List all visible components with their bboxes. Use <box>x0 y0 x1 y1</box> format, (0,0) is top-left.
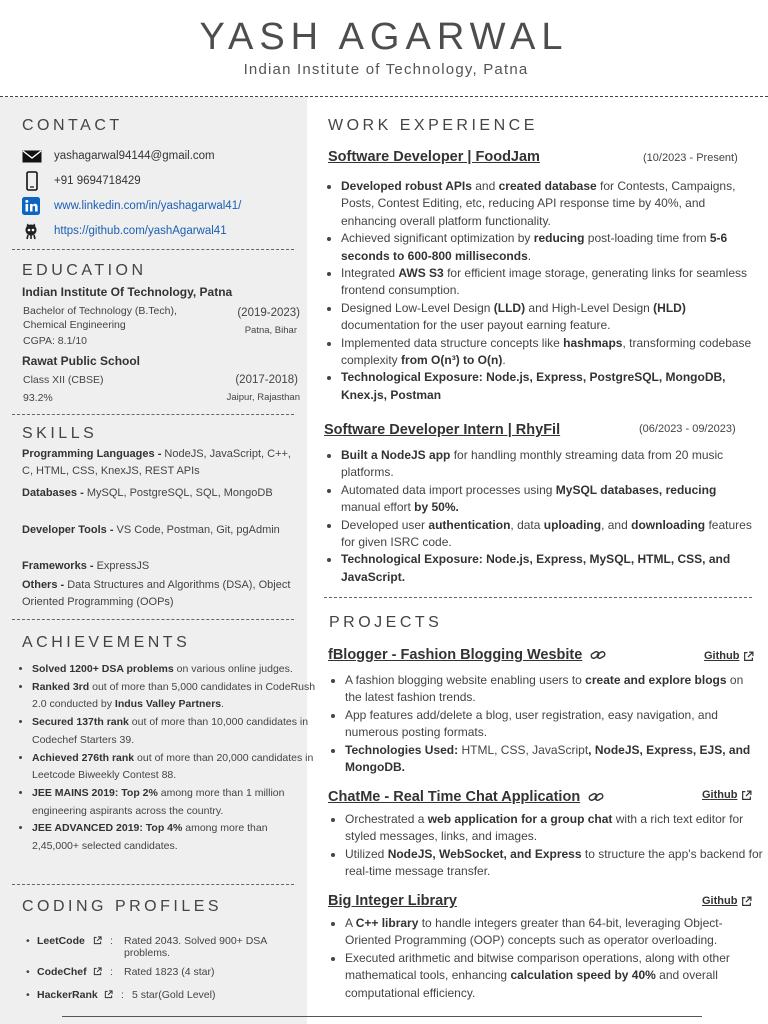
github-link-chatme[interactable]: Github <box>702 789 752 801</box>
profile-name: CodeChef <box>37 966 87 978</box>
achievements-divider <box>12 884 294 885</box>
bullet-item: • Solved 1200+ DSA problems on various online judges. <box>32 661 317 679</box>
resume-name: YASH AGARWAL <box>199 16 569 58</box>
bullet-item: • JEE MAINS 2019: Top 2% among more than 1 million engineering aspirants across the country. <box>32 785 317 820</box>
external-link-icon <box>104 990 113 999</box>
project-bullets-fblogger <box>332 672 763 776</box>
work-divider <box>324 597 752 598</box>
bullet-item: • Secured 137th rank out of more than 10,000 candidates in Codechef Starters 39. <box>32 714 317 749</box>
contact-linkedin[interactable] <box>22 196 241 216</box>
job-title-rhyfil: Software Developer Intern | RhyFil <box>324 422 561 438</box>
profile-codechef[interactable]: • CodeChef : Rated 1823 (4 star) <box>26 966 301 980</box>
education-years-iit: (2019-2023) <box>237 307 300 319</box>
external-link-icon <box>741 790 752 801</box>
projects-heading: PROJECTS <box>329 614 443 631</box>
contact-divider <box>12 249 294 250</box>
skill-frameworks: Frameworks - ExpressJS <box>22 560 150 572</box>
github-icon <box>22 222 44 240</box>
contact-phone[interactable] <box>22 171 141 191</box>
bullet-item: • Built a NodeJS app for handling monthly streaming data from 20 music platforms. <box>341 447 757 482</box>
profile-name: LeetCode <box>37 935 85 947</box>
skills-divider <box>12 619 294 620</box>
profile-hackerrank[interactable]: • HackerRank : 5 star(Gold Level) <box>26 989 301 1003</box>
contact-heading: CONTACT <box>22 117 123 134</box>
bullet-item: • JEE ADVANCED 2019: Top 4% among more than 2,45,000+ selected candidates. <box>32 820 317 855</box>
link-icon <box>588 791 604 803</box>
phone-text: +91 9694718429 <box>54 175 141 187</box>
achievements-list <box>18 661 317 856</box>
external-link-icon <box>741 896 752 907</box>
bullet-item: • Utilized NodeJS, WebSocket, and Express to structure the app's backend for real-time message transfer. <box>345 846 763 881</box>
job-dates-rhyfil: (06/2023 - 09/2023) <box>639 423 736 435</box>
bullet-item: • Developed user authentication, data uploading, and downloading features for given ISRC code. <box>341 517 757 552</box>
job-title-foodjam: Software Developer | FoodJam <box>328 149 540 165</box>
education-heading: EDUCATION <box>22 262 147 279</box>
github-link-fblogger[interactable]: Github <box>704 650 754 662</box>
bullet-item: • A fashion blogging website enabling users to create and explore blogs on the latest fashion trends. <box>345 672 763 707</box>
education-percentage: 93.2% <box>23 392 53 404</box>
external-link-icon <box>93 936 102 945</box>
skill-databases: Databases - MySQL, PostgreSQL, SQL, MongoDB <box>22 487 273 499</box>
work-experience-heading: WORK EXPERIENCE <box>328 117 538 134</box>
linkedin-link: www.linkedin.com/in/yashagarwal41/ <box>54 200 242 212</box>
education-school-rawat: Rawat Public School <box>22 354 141 368</box>
profile-name: HackerRank <box>37 989 98 1001</box>
education-degree-line1: Bachelor of Technology (B.Tech), <box>23 305 177 317</box>
job-dates-foodjam: (10/2023 - Present) <box>643 152 738 164</box>
profile-value: 5 star(Gold Level) <box>132 989 216 1001</box>
education-location-rawat: Jaipur, Rajasthan <box>226 392 300 403</box>
job-bullets-rhyfil <box>328 447 757 586</box>
coding-profiles-heading: CODING PROFILES <box>22 898 223 915</box>
bullet-item: • Implemented data structure concepts like hashmaps, transforming codebase complexity from O(n³) to O(n). <box>341 335 757 370</box>
education-school-iit: Indian Institute Of Technology, Patna <box>22 285 233 299</box>
profile-value: Rated 1823 (4 star) <box>124 966 215 978</box>
achievements-heading: ACHIEVEMENTS <box>22 634 191 651</box>
github-link: https://github.com/yashAgarwal41 <box>54 225 227 237</box>
github-link-biginteger[interactable]: Github <box>702 895 752 907</box>
profile-value: Rated 2043. Solved 900+ DSA problems. <box>124 935 267 959</box>
bullet-item: • Automated data import processes using MySQL databases, reducing manual effort by 50%. <box>341 482 757 517</box>
contact-email[interactable] <box>22 146 215 166</box>
bullet-item: • Orchestrated a web application for a group chat with a rich text editor for styled messages, links, and images. <box>345 811 763 846</box>
bullet-item: • Integrated AWS S3 for efficient image storage, generating links for seamless frontend consumption. <box>341 265 757 300</box>
external-link-icon <box>743 651 754 662</box>
external-link-icon <box>93 967 102 976</box>
bullet-item: • Technological Exposure: Node.js, Express, PostgreSQL, MongoDB, Knex.js, Postman <box>341 369 757 404</box>
job-bullets-foodjam <box>328 178 757 404</box>
bullet-item: • Ranked 3rd out of more than 5,000 candidates in CodeRush 2.0 conducted by Indus Valley Partners. <box>32 679 317 714</box>
project-bullets-chatme <box>332 811 763 881</box>
footer-line <box>62 1016 702 1017</box>
skill-programming-languages: Programming Languages - NodeJS, JavaScript, C++, C, HTML, CSS, KnexJS, REST APIs <box>22 448 291 477</box>
project-title-row-chatme <box>328 789 604 805</box>
bullet-item: • Achieved significant optimization by reducing post-loading time from 5-6 seconds to 600-800 milliseconds. <box>341 230 757 265</box>
project-title-chatme: ChatMe - Real Time Chat Application <box>328 789 581 805</box>
contact-github[interactable] <box>22 221 227 241</box>
link-icon <box>590 649 606 661</box>
bullet-item: • Technological Exposure: Node.js, Express, MySQL, HTML, CSS, and JavaScript. <box>341 551 757 586</box>
project-title-fblogger: fBlogger - Fashion Blogging Wesbite <box>328 647 583 663</box>
project-title-biginteger: Big Integer Library <box>328 893 457 909</box>
bullet-item: • A C++ library to handle integers greater than 64-bit, leveraging Object-Oriented Programming (OOP) concepts such as operator overloading. <box>345 915 763 950</box>
education-degree-line2: Chemical Engineering <box>23 319 126 331</box>
project-title-row-biginteger <box>328 893 457 909</box>
bullet-item: • Technologies Used: HTML, CSS, JavaScript, NodeJS, Express, EJS, and MongoDB. <box>345 742 763 777</box>
profile-leetcode[interactable]: • LeetCode : Rated 2043. Solved 900+ DSA problems. <box>26 935 301 961</box>
education-years-rawat: (2017-2018) <box>235 374 298 386</box>
education-class: Class XII (CBSE) <box>23 374 104 386</box>
bullet-item: • App features add/delete a blog, user registration, easy navigation, and numerous posting formats. <box>345 707 763 742</box>
skill-developer-tools: Developer Tools - VS Code, Postman, Git, pgAdmin <box>22 524 280 536</box>
institute-subtitle: Indian Institute of Technology, Patna <box>243 61 529 78</box>
education-cgpa: CGPA: 8.1/10 <box>23 335 88 347</box>
project-title-row-fblogger <box>328 647 606 663</box>
education-location-iit: Patna, Bihar <box>244 325 297 336</box>
education-divider <box>12 414 294 415</box>
project-bullets-biginteger <box>332 915 763 1002</box>
phone-icon <box>22 172 44 190</box>
mail-icon <box>22 147 44 165</box>
skill-others: Others - Data Structures and Algorithms (DSA), Object Oriented Programming (OOPs) <box>22 579 291 608</box>
email-text: yashagarwal94144@gmail.com <box>54 150 215 162</box>
bullet-item: • Executed arithmetic and bitwise comparison operations, along with other mathematical tools, enhancing calculation speed by 40% and overall computational efficiency. <box>345 950 763 1002</box>
skills-heading: SKILLS <box>22 425 98 442</box>
bullet-item: • Designed Low-Level Design (LLD) and High-Level Design (HLD) documentation for the user payout earning feature. <box>341 300 757 335</box>
bullet-item: • Achieved 276th rank out of more than 20,000 candidates in Leetcode Biweekly Contest 88. <box>32 750 317 785</box>
bullet-item: • Developed robust APIs and created database for Contests, Campaigns, Posts, Contest Editing, etc, reducing API response time by 40%, and enhancing overall platform functionality. <box>341 178 757 230</box>
linkedin-icon <box>22 197 44 215</box>
